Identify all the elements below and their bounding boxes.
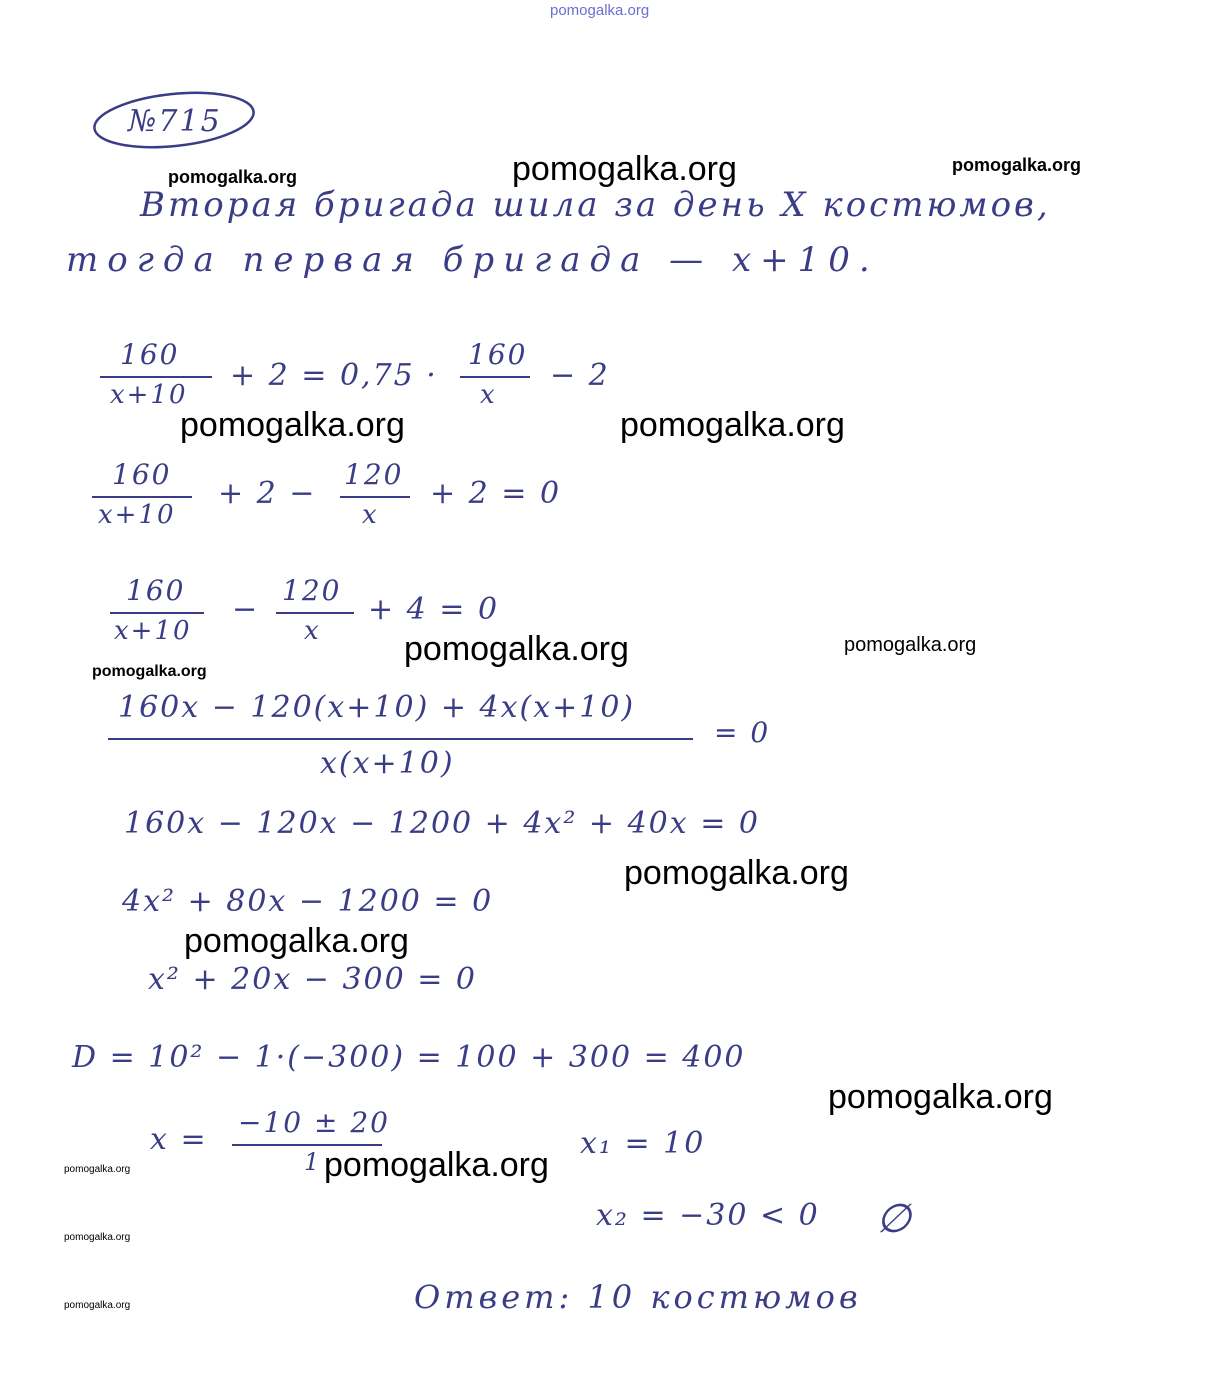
eq3-tail: + 4 = 0 <box>368 592 500 627</box>
eq7: x² + 20x − 300 = 0 <box>148 962 478 997</box>
fraction-bar <box>460 376 530 378</box>
roots-denominator: 1 <box>304 1148 322 1176</box>
fraction-bar <box>100 376 212 378</box>
statement-line-2: тогда первая бригада — x+10. <box>66 240 879 280</box>
eq1-f2-denominator: x <box>480 380 497 410</box>
fraction-bar <box>108 738 693 740</box>
watermark: pomogalka.org <box>404 630 629 668</box>
eq1-f1-denominator: x+10 <box>110 380 188 410</box>
eq3-f1-numerator: 160 <box>126 574 186 607</box>
eq3-f2-denominator: x <box>304 616 321 646</box>
watermark: pomogalka.org <box>64 1232 131 1243</box>
fraction-bar <box>92 496 192 498</box>
watermark: pomogalka.org <box>180 406 405 444</box>
fraction-bar <box>276 612 354 614</box>
eq2-tail: + 2 = 0 <box>430 476 562 511</box>
statement-line-1: Вторая бригада шила за день X костюмов, <box>140 185 1051 225</box>
watermark: pomogalka.org <box>184 922 409 960</box>
watermark: pomogalka.org <box>512 150 737 188</box>
eq1-middle: + 2 = 0,75 · <box>230 358 438 393</box>
eq2-f2-numerator: 120 <box>344 458 404 491</box>
eq3-middle: − <box>232 592 260 627</box>
watermark: pomogalka.org <box>64 1164 131 1175</box>
discriminant: D = 10² − 1·(−300) = 100 + 300 = 400 <box>72 1040 746 1075</box>
eq4-denominator: x(x+10) <box>320 746 455 781</box>
watermark: pomogalka.org <box>952 155 1082 175</box>
eq1-f1-numerator: 160 <box>120 338 180 371</box>
eq6: 4x² + 80x − 1200 = 0 <box>122 884 494 919</box>
fraction-bar <box>340 496 410 498</box>
eq1-tail: − 2 <box>550 358 610 393</box>
eq3-f1-denominator: x+10 <box>114 616 192 646</box>
watermark: pomogalka.org <box>624 854 849 892</box>
watermark: pomogalka.org <box>324 1146 549 1184</box>
watermark: pomogalka.org <box>620 406 845 444</box>
eq2-middle: + 2 − <box>218 476 317 511</box>
root-x1: x₁ = 10 <box>580 1126 706 1161</box>
fraction-bar <box>110 612 204 614</box>
watermark: pomogalka.org <box>168 167 298 187</box>
reject-mark: ∅ <box>876 1196 913 1242</box>
problem-number: №715 <box>128 104 222 139</box>
eq4-tail: = 0 <box>714 716 771 749</box>
eq1-f2-numerator: 160 <box>468 338 528 371</box>
root-x2: x₂ = −30 < 0 <box>596 1198 820 1233</box>
eq2-f2-denominator: x <box>362 500 379 530</box>
watermark: pomogalka.org <box>828 1078 1053 1116</box>
eq3-f2-numerator: 120 <box>282 574 342 607</box>
roots-numerator: −10 ± 20 <box>238 1106 390 1139</box>
watermark: pomogalka.org <box>844 634 977 656</box>
eq4-numerator: 160x − 120(x+10) + 4x(x+10) <box>118 690 636 725</box>
eq5: 160x − 120x − 1200 + 4x² + 40x = 0 <box>124 806 760 841</box>
eq2-f1-numerator: 160 <box>112 458 172 491</box>
site-header-link[interactable]: pomogalka.org <box>550 2 650 19</box>
roots-lhs: x = <box>150 1122 208 1157</box>
eq2-f1-denominator: x+10 <box>98 500 176 530</box>
watermark: pomogalka.org <box>64 1300 131 1311</box>
answer: Ответ: 10 костюмов <box>414 1278 862 1316</box>
watermark: pomogalka.org <box>92 663 207 680</box>
